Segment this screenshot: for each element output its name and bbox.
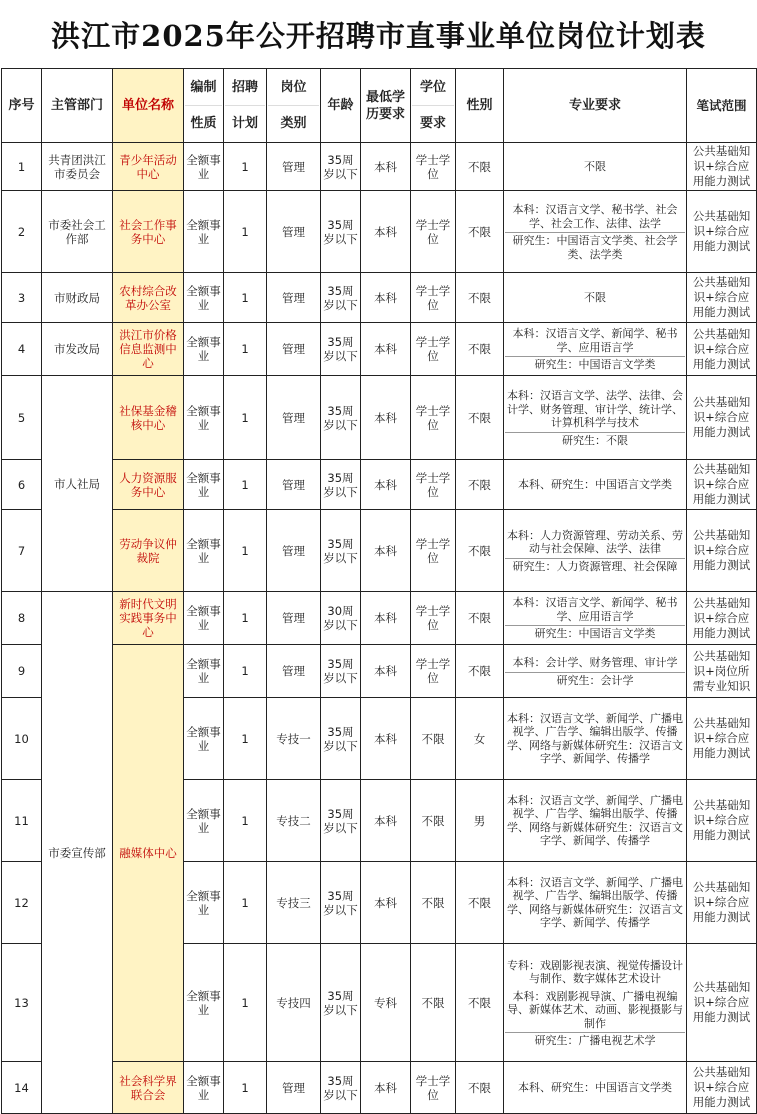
seq-cell: 9 xyxy=(2,645,42,698)
age-cell: 35周岁以下 xyxy=(321,323,361,376)
age-cell: 35周岁以下 xyxy=(321,191,361,273)
post-cell: 管理 xyxy=(267,376,321,460)
degree-cell: 学士学位 xyxy=(411,460,456,510)
major-cell: 本科：汉语言文学、新闻学、广播电视学、广告学、编辑出版学、传播学、网络与新媒体研究生：汉语言文字学、新闻学、传播学 xyxy=(504,780,687,862)
plan-cell: 1 xyxy=(224,944,267,1062)
exam-cell: 公共基础知识+综合应用能力测试 xyxy=(687,273,757,323)
seq-cell: 14 xyxy=(2,1062,42,1114)
table-row xyxy=(2,1062,757,1114)
plan-cell: 1 xyxy=(224,698,267,780)
post-cell: 专技二 xyxy=(267,780,321,862)
dept-cell: 共青团洪江市委员会 xyxy=(42,143,113,191)
age-cell: 30周岁以下 xyxy=(321,592,361,645)
exam-cell: 公共基础知识+综合应用能力测试 xyxy=(687,460,757,510)
major-cell: 本科：汉语言文学、新闻学、广播电视学、广告学、编辑出版学、传播学、网络与新媒体研究生：汉语言文字学、新闻学、传播学 xyxy=(504,862,687,944)
dept-cell: 市发改局 xyxy=(42,323,113,376)
unit-cell: 洪江市价格信息监测中心 xyxy=(113,323,184,376)
staff-cell: 全额事业 xyxy=(184,323,224,376)
plan-cell: 1 xyxy=(224,460,267,510)
staff-cell: 全额事业 xyxy=(184,376,224,460)
header-post: 岗位 类别 xyxy=(267,69,321,143)
gender-cell: 不限 xyxy=(456,273,504,323)
header-plan: 招聘 计划 xyxy=(224,69,267,143)
gender-cell: 男 xyxy=(456,780,504,862)
header-unit: 单位名称 xyxy=(113,69,184,143)
edu-cell: 本科 xyxy=(361,510,411,592)
plan-cell: 1 xyxy=(224,780,267,862)
header-staff: 编制 性质 xyxy=(184,69,224,143)
edu-cell: 专科 xyxy=(361,944,411,1062)
post-cell: 专技一 xyxy=(267,698,321,780)
dept-cell: 市人社局 xyxy=(42,376,113,592)
seq-cell: 2 xyxy=(2,191,42,273)
edu-cell: 本科 xyxy=(361,273,411,323)
unit-cell: 社保基金稽核中心 xyxy=(113,376,184,460)
staff-cell: 全额事业 xyxy=(184,191,224,273)
exam-cell: 公共基础知识+综合应用能力测试 xyxy=(687,592,757,645)
edu-cell: 本科 xyxy=(361,645,411,698)
major-cell: 本科：汉语言文学、新闻学、秘书学、应用语言学 研究生：中国语言文学类 xyxy=(504,323,687,376)
seq-cell: 11 xyxy=(2,780,42,862)
post-cell: 管理 xyxy=(267,143,321,191)
plan-cell: 1 xyxy=(224,592,267,645)
staff-cell: 全额事业 xyxy=(184,592,224,645)
degree-cell: 学士学位 xyxy=(411,1062,456,1114)
gender-cell: 不限 xyxy=(456,510,504,592)
header-row xyxy=(2,69,757,143)
gender-cell: 不限 xyxy=(456,944,504,1062)
plan-cell: 1 xyxy=(224,273,267,323)
page-title: 洪江市2025年公开招聘市直事业单位岗位计划表 xyxy=(51,18,706,53)
post-cell: 管理 xyxy=(267,510,321,592)
edu-cell: 本科 xyxy=(361,780,411,862)
edu-cell: 本科 xyxy=(361,592,411,645)
degree-cell: 学士学位 xyxy=(411,191,456,273)
degree-cell: 不限 xyxy=(411,698,456,780)
dept-cell: 市委社会工作部 xyxy=(42,191,113,273)
age-cell: 35周岁以下 xyxy=(321,645,361,698)
major-cell: 本科、研究生：中国语言文学类 xyxy=(504,1062,687,1114)
major-cell: 本科：汉语言文学、法学、法律、会计学、财务管理、审计学、统计学、计算机科学与技术 研究生：不限 xyxy=(504,376,687,460)
exam-cell: 公共基础知识+岗位所需专业知识 xyxy=(687,645,757,698)
plan-cell: 1 xyxy=(224,323,267,376)
major-cell: 本科：汉语言文学、秘书学、社会学、社会工作、法律、法学 研究生：中国语言文学类、社会学类、法学类 xyxy=(504,191,687,273)
table-row xyxy=(2,645,757,698)
edu-cell: 本科 xyxy=(361,323,411,376)
edu-cell: 本科 xyxy=(361,698,411,780)
staff-cell: 全额事业 xyxy=(184,143,224,191)
gender-cell: 不限 xyxy=(456,376,504,460)
exam-cell: 公共基础知识+综合应用能力测试 xyxy=(687,1062,757,1114)
major-cell: 本科：汉语言文学、新闻学、广播电视学、广告学、编辑出版学、传播学、网络与新媒体研究生：汉语言文字学、新闻学、传播学 xyxy=(504,698,687,780)
unit-cell: 社会科学界联合会 xyxy=(113,1062,184,1114)
plan-cell: 1 xyxy=(224,1062,267,1114)
gender-cell: 不限 xyxy=(456,323,504,376)
seq-cell: 8 xyxy=(2,592,42,645)
staff-cell: 全额事业 xyxy=(184,780,224,862)
seq-cell: 5 xyxy=(2,376,42,460)
age-cell: 35周岁以下 xyxy=(321,273,361,323)
seq-cell: 6 xyxy=(2,460,42,510)
gender-cell: 不限 xyxy=(456,862,504,944)
table-row xyxy=(2,592,757,645)
seq-cell: 7 xyxy=(2,510,42,592)
degree-cell: 学士学位 xyxy=(411,510,456,592)
gender-cell: 不限 xyxy=(456,1062,504,1114)
header-exam: 笔试范围 xyxy=(687,69,757,143)
staff-cell: 全额事业 xyxy=(184,273,224,323)
post-cell: 专技四 xyxy=(267,944,321,1062)
exam-cell: 公共基础知识+综合应用能力测试 xyxy=(687,510,757,592)
staff-cell: 全额事业 xyxy=(184,1062,224,1114)
table-row xyxy=(2,273,757,323)
degree-cell: 不限 xyxy=(411,944,456,1062)
post-cell: 管理 xyxy=(267,323,321,376)
staff-cell: 全额事业 xyxy=(184,944,224,1062)
edu-cell: 本科 xyxy=(361,1062,411,1114)
exam-cell: 公共基础知识+综合应用能力测试 xyxy=(687,323,757,376)
seq-cell: 3 xyxy=(2,273,42,323)
age-cell: 35周岁以下 xyxy=(321,460,361,510)
header-age: 年龄 xyxy=(321,69,361,143)
major-cell: 本科：人力资源管理、劳动关系、劳动与社会保障、法学、法律 研究生：人力资源管理、社会保障 xyxy=(504,510,687,592)
degree-cell: 学士学位 xyxy=(411,376,456,460)
major-cell: 不限 xyxy=(504,273,687,323)
exam-cell: 公共基础知识+综合应用能力测试 xyxy=(687,698,757,780)
dept-cell: 市财政局 xyxy=(42,273,113,323)
header-gender: 性别 xyxy=(456,69,504,143)
exam-cell: 公共基础知识+综合应用能力测试 xyxy=(687,862,757,944)
unit-cell: 劳动争议仲裁院 xyxy=(113,510,184,592)
unit-cell: 农村综合改革办公室 xyxy=(113,273,184,323)
age-cell: 35周岁以下 xyxy=(321,944,361,1062)
gender-cell: 不限 xyxy=(456,191,504,273)
age-cell: 35周岁以下 xyxy=(321,376,361,460)
staff-cell: 全额事业 xyxy=(184,862,224,944)
unit-cell: 青少年活动中心 xyxy=(113,143,184,191)
gender-cell: 不限 xyxy=(456,645,504,698)
seq-cell: 13 xyxy=(2,944,42,1062)
age-cell: 35周岁以下 xyxy=(321,1062,361,1114)
header-degree: 学位 要求 xyxy=(411,69,456,143)
staff-cell: 全额事业 xyxy=(184,698,224,780)
degree-cell: 学士学位 xyxy=(411,645,456,698)
edu-cell: 本科 xyxy=(361,376,411,460)
plan-cell: 1 xyxy=(224,143,267,191)
post-cell: 管理 xyxy=(267,191,321,273)
plan-cell: 1 xyxy=(224,862,267,944)
seq-cell: 12 xyxy=(2,862,42,944)
exam-cell: 公共基础知识+综合应用能力测试 xyxy=(687,191,757,273)
age-cell: 35周岁以下 xyxy=(321,143,361,191)
staff-cell: 全额事业 xyxy=(184,460,224,510)
post-cell: 专技三 xyxy=(267,862,321,944)
unit-cell: 融媒体中心 xyxy=(113,645,184,1062)
gender-cell: 不限 xyxy=(456,592,504,645)
post-cell: 管理 xyxy=(267,273,321,323)
degree-cell: 学士学位 xyxy=(411,323,456,376)
seq-cell: 10 xyxy=(2,698,42,780)
staff-cell: 全额事业 xyxy=(184,510,224,592)
edu-cell: 本科 xyxy=(361,191,411,273)
post-cell: 管理 xyxy=(267,1062,321,1114)
major-cell: 不限 xyxy=(504,143,687,191)
staff-cell: 全额事业 xyxy=(184,645,224,698)
header-edu: 最低学历要求 xyxy=(361,69,411,143)
post-cell: 管理 xyxy=(267,592,321,645)
edu-cell: 本科 xyxy=(361,862,411,944)
table-row xyxy=(2,510,757,592)
table-row xyxy=(2,376,757,460)
unit-cell: 人力资源服务中心 xyxy=(113,460,184,510)
degree-cell: 学士学位 xyxy=(411,592,456,645)
table-row xyxy=(2,460,757,510)
gender-cell: 不限 xyxy=(456,460,504,510)
major-cell: 本科：汉语言文学、新闻学、秘书学、应用语言学 研究生：中国语言文学类 xyxy=(504,592,687,645)
degree-cell: 不限 xyxy=(411,862,456,944)
exam-cell: 公共基础知识+综合应用能力测试 xyxy=(687,944,757,1062)
age-cell: 35周岁以下 xyxy=(321,862,361,944)
edu-cell: 本科 xyxy=(361,460,411,510)
degree-cell: 不限 xyxy=(411,780,456,862)
header-dept: 主管部门 xyxy=(42,69,113,143)
recruitment-table xyxy=(1,68,757,1114)
gender-cell: 女 xyxy=(456,698,504,780)
table-row xyxy=(2,323,757,376)
header-major: 专业要求 xyxy=(504,69,687,143)
major-cell: 本科：会计学、财务管理、审计学 研究生：会计学 xyxy=(504,645,687,698)
plan-cell: 1 xyxy=(224,645,267,698)
major-cell: 专科：戏剧影视表演、视觉传播设计与制作、数字媒体艺术设计 本科：戏剧影视导演、广播电视编导、新媒体艺术、动画、影视摄影与制作 研究生：广播电视艺术学 xyxy=(504,944,687,1062)
exam-cell: 公共基础知识+综合应用能力测试 xyxy=(687,376,757,460)
degree-cell: 学士学位 xyxy=(411,143,456,191)
age-cell: 35周岁以下 xyxy=(321,780,361,862)
exam-cell: 公共基础知识+综合应用能力测试 xyxy=(687,780,757,862)
age-cell: 35周岁以下 xyxy=(321,698,361,780)
age-cell: 35周岁以下 xyxy=(321,510,361,592)
plan-cell: 1 xyxy=(224,510,267,592)
seq-cell: 1 xyxy=(2,143,42,191)
degree-cell: 学士学位 xyxy=(411,273,456,323)
post-cell: 管理 xyxy=(267,645,321,698)
table-row xyxy=(2,191,757,273)
edu-cell: 本科 xyxy=(361,143,411,191)
unit-cell: 新时代文明实践事务中心 xyxy=(113,592,184,645)
header-seq: 序号 xyxy=(2,69,42,143)
unit-cell: 社会工作事务中心 xyxy=(113,191,184,273)
exam-cell: 公共基础知识+综合应用能力测试 xyxy=(687,143,757,191)
table-row xyxy=(2,143,757,191)
plan-cell: 1 xyxy=(224,191,267,273)
plan-cell: 1 xyxy=(224,376,267,460)
major-cell: 本科、研究生：中国语言文学类 xyxy=(504,460,687,510)
gender-cell: 不限 xyxy=(456,143,504,191)
post-cell: 管理 xyxy=(267,460,321,510)
seq-cell: 4 xyxy=(2,323,42,376)
dept-cell: 市委宣传部 xyxy=(42,592,113,1114)
